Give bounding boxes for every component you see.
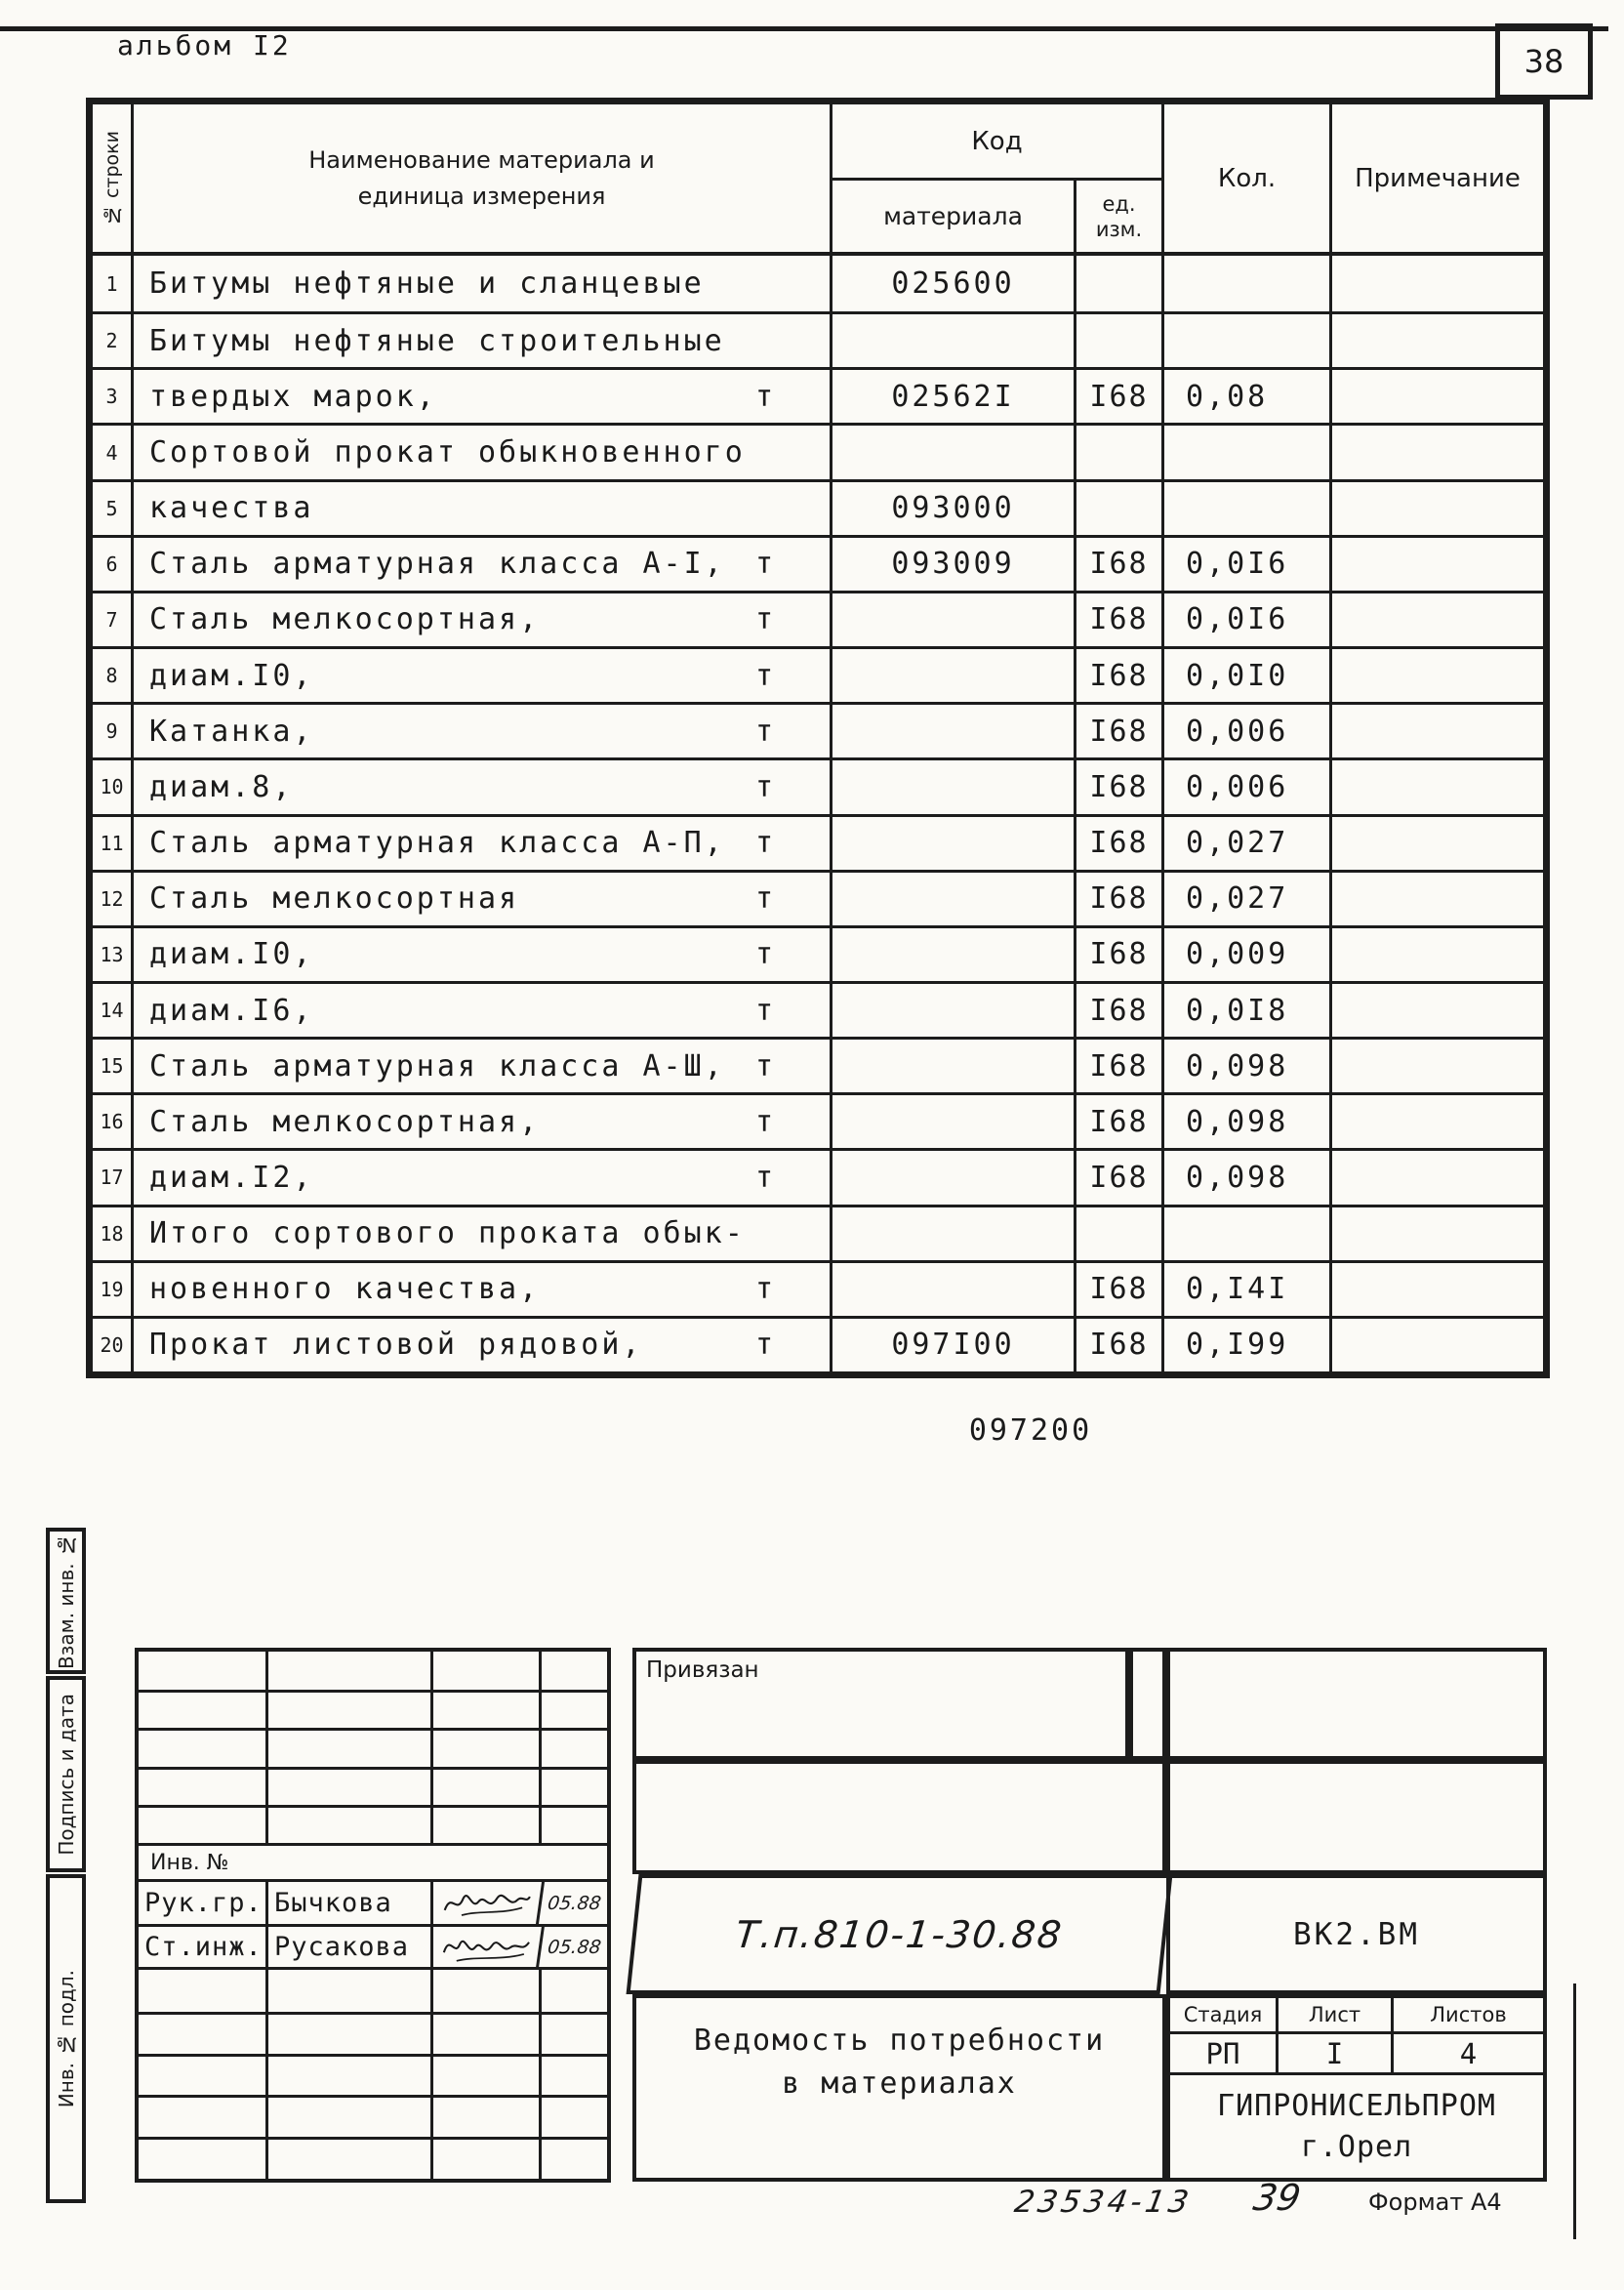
row-number-cell: 7 [105,607,118,632]
unit-code-cell: I68 [1074,538,1161,591]
sidebar-box-podpis-data [46,1676,86,1872]
signature-bychkova [430,1882,539,1924]
empty-grid-cell [139,1805,265,1843]
header-code: Код [832,104,1161,181]
material-name: твердых марок, [149,379,437,414]
quantity-cell [1161,482,1329,535]
empty-grid-cell [139,2137,265,2179]
empty-grid-cell [265,2095,430,2137]
note-cell [1329,649,1543,702]
unit-code-cell: I68 [1074,1263,1161,1316]
material-name-cell [131,1095,830,1148]
material-name: Сортовой прокат обыкновенного [149,435,746,470]
document-title-line1: Ведомость потребности [693,2024,1106,2058]
material-unit-letter: т [754,658,776,693]
material-code-cell [830,426,1074,478]
unit-code-cell [1074,482,1161,535]
organization-box [1170,2075,1543,2178]
document-title-box [632,1994,1166,2182]
signature-date: 05.88 [536,1882,610,1924]
row-number-cell: 13 [100,942,124,966]
materials-table [86,98,1550,1378]
material-name-cell [131,984,830,1037]
table-row [93,367,1543,423]
sidebar-box-inv-podl [46,1874,86,2203]
note-cell [1329,314,1543,367]
quantity-cell: 0,027 [1161,873,1329,925]
footer-sheet-number: 39 [1250,2177,1304,2219]
material-unit-letter: т [754,993,776,1028]
material-unit-letter: т [754,714,776,749]
header-name-line1: Наименование материала и [308,145,655,174]
material-name-cell [131,1263,830,1316]
note-cell [1329,538,1543,591]
material-name: диам.I0, [149,937,314,972]
signature-row-ruk-gr [139,1879,607,1924]
material-code-cell [830,817,1074,870]
quantity-cell: 0,I4I [1161,1263,1329,1316]
stamp-sheets-value: 4 [1391,2034,1543,2075]
material-name-cell [131,1151,830,1204]
empty-grid-cell [539,2137,607,2179]
sidebar-box-vzam-inv [46,1528,86,1674]
material-code-cell [830,649,1074,702]
material-name-cell [131,1040,830,1092]
stamp-stage-value: РП [1170,2034,1276,2075]
material-unit-letter: т [754,769,776,804]
note-cell [1329,1319,1543,1371]
material-unit-letter: т [754,1160,776,1195]
table-header [93,104,1543,256]
table-row [93,646,1543,702]
quantity-cell: 0,098 [1161,1151,1329,1204]
empty-grid-cell [539,1690,607,1728]
table-row [93,1316,1543,1371]
note-cell [1329,1207,1543,1260]
unit-code-cell: I68 [1074,1151,1161,1204]
empty-grid-cell [139,1970,265,2012]
album-label: альбом I2 [117,29,292,61]
unit-code-cell: I68 [1074,984,1161,1037]
row-number-cell: 12 [100,886,124,911]
material-name-cell [131,705,830,757]
quantity-cell: 0,009 [1161,928,1329,981]
material-name: Битумы нефтяные строительные [149,323,725,358]
row-number-cell: 9 [105,719,118,744]
table-body [93,256,1543,1371]
signer-name: Бычкова [265,1882,430,1924]
quantity-cell: 0,0I6 [1161,593,1329,646]
table-row [93,1037,1543,1092]
titleblock-empty-grid-top [139,1652,607,1843]
quantity-cell: 0,08 [1161,370,1329,423]
material-code-cell [830,1095,1074,1148]
material-code-cell: 025600 [830,256,1074,311]
unit-code-cell: I68 [1074,370,1161,423]
row-number-cell: 14 [100,999,124,1023]
row-number-cell: 8 [105,664,118,688]
header-material-name [131,104,830,252]
material-name-cell [131,370,830,423]
empty-box-right-1 [1166,1648,1547,1760]
empty-grid-cell [539,1970,607,2012]
quantity-cell: 0,0I8 [1161,984,1329,1037]
material-name: Битумы нефтяные и сланцевые [149,266,705,302]
table-row [93,981,1543,1037]
empty-grid-cell [430,1970,539,2012]
material-code-cell: 02562I [830,370,1074,423]
material-name-cell [131,538,830,591]
stamp-sheet-value: I [1276,2034,1391,2075]
empty-grid-cell [265,2137,430,2179]
quantity-cell: 0,098 [1161,1095,1329,1148]
note-cell [1329,1040,1543,1092]
material-unit-letter: т [754,379,776,414]
empty-grid-cell [430,1767,539,1805]
material-name: Катанка, [149,714,314,749]
unit-code-cell: I68 [1074,649,1161,702]
quantity-cell [1161,256,1329,311]
material-name-cell [131,760,830,813]
stamp-sheet-label: Лист [1276,1998,1391,2034]
titleblock-left-grid [135,1648,611,2183]
unit-code-cell: I68 [1074,1319,1161,1371]
signer-role: Ст.инж. [144,1932,263,1962]
row-number-cell: 17 [100,1165,124,1190]
row-number-cell: 16 [100,1110,124,1134]
empty-grid-cell [539,2095,607,2137]
note-cell [1329,1095,1543,1148]
footer-document-number: 23534-13 [1011,2185,1196,2220]
material-code-cell: 093000 [830,482,1074,535]
signature-row-st-inzh [139,1924,607,1967]
quantity-cell: 0,006 [1161,705,1329,757]
material-name-cell [131,593,830,646]
material-name-cell [131,1207,830,1260]
material-unit-letter: т [754,547,776,582]
note-cell [1329,256,1543,311]
empty-grid-cell [265,1805,430,1843]
unit-code-cell: I68 [1074,1040,1161,1092]
unit-code-cell [1074,426,1161,478]
table-row [93,757,1543,813]
empty-grid-cell [265,1728,430,1766]
header-quantity: Кол. [1161,104,1329,252]
header-name-line2: единица измерения [357,182,606,210]
material-name-cell [131,1319,830,1371]
empty-grid-cell [430,1690,539,1728]
empty-grid-cell [139,1728,265,1766]
header-row-number-label: № строки [101,130,123,226]
header-unit-line1: ед. [1102,191,1136,216]
table-row [93,1092,1543,1148]
empty-grid-cell [539,1767,607,1805]
empty-grid-cell [539,2054,607,2096]
note-cell [1329,1263,1543,1316]
note-cell [1329,426,1543,478]
empty-grid-cell [265,1652,430,1690]
empty-grid-cell [139,1652,265,1690]
note-cell [1329,984,1543,1037]
quantity-cell: 0,I99 [1161,1319,1329,1371]
material-name: Сталь арматурная класса А-I, [149,547,725,582]
stamp-stage-label: Стадия [1170,1998,1276,2034]
material-name-cell [131,649,830,702]
row-number-cell: 3 [105,385,118,409]
material-code-cell [830,1151,1074,1204]
note-cell [1329,370,1543,423]
document-code-box: ВК2.ВМ [1166,1874,1547,1994]
material-code-cell: 093009 [830,538,1074,591]
material-name-cell [131,314,830,367]
table-row [93,423,1543,478]
row-number-cell: 4 [105,440,118,465]
material-code-cell [830,1263,1074,1316]
empty-grid-cell [539,2012,607,2054]
material-name: диам.8, [149,769,294,804]
sidebar-label-inv-podl: Инв. № подл. [54,1969,78,2108]
empty-grid-cell [265,2054,430,2096]
material-name: новенного качества, [149,1272,541,1307]
frame-right-edge [1573,1983,1576,2239]
note-cell [1329,817,1543,870]
empty-grid-cell [265,2012,430,2054]
empty-grid-cell [139,2012,265,2054]
unit-code-cell: I68 [1074,928,1161,981]
material-unit-letter: т [754,1328,776,1363]
signature-date: 05.88 [536,1927,610,1967]
unit-code-cell: I68 [1074,705,1161,757]
document-title-line2: в материалах [782,2066,1017,2101]
empty-grid-cell [265,1970,430,2012]
note-cell [1329,1151,1543,1204]
empty-grid-cell [539,1805,607,1843]
table-row [93,870,1543,925]
row-number-cell: 2 [105,329,118,353]
row-number-cell: 10 [100,775,124,799]
material-code-cell [830,705,1074,757]
narrow-empty-cell [1129,1648,1166,1760]
material-unit-letter: т [754,602,776,637]
material-name-cell [131,426,830,478]
extra-material-code: 097200 [968,1413,1093,1448]
header-unit [1074,181,1161,252]
quantity-cell [1161,426,1329,478]
row-number-cell: 6 [105,552,118,576]
material-code-cell [830,984,1074,1037]
inventory-number-row: Инв. № [139,1843,607,1879]
table-row [93,479,1543,535]
material-name: Прокат листовой рядовой, [149,1328,643,1363]
material-unit-letter: т [754,937,776,972]
quantity-cell: 0,006 [1161,760,1329,813]
titleblock-empty-grid-bottom [139,1967,607,2179]
stamp-grid [1166,1994,1547,2182]
material-unit-letter: т [754,1048,776,1084]
header-unit-line2: изм. [1095,217,1143,241]
material-name: Сталь арматурная класса А-Ш, [149,1048,725,1084]
sidebar-label-vzam-inv: Взам. инв. № [54,1533,78,1669]
note-cell [1329,928,1543,981]
unit-code-cell [1074,314,1161,367]
row-number-cell: 5 [105,496,118,520]
material-code-cell [830,1207,1074,1260]
quantity-cell: 0,0I6 [1161,538,1329,591]
material-name: диам.I0, [149,658,314,693]
table-row [93,1205,1543,1260]
signer-name: Русакова [265,1927,430,1967]
signer-role: Рук.гр. [144,1888,263,1918]
material-name: диам.I6, [149,993,314,1028]
stamp-sheets-label: Листов [1391,1998,1543,2034]
empty-grid-cell [430,1728,539,1766]
page-number-box [1495,23,1593,100]
material-code-cell [830,873,1074,925]
empty-grid-cell [265,1767,430,1805]
unit-code-cell: I68 [1074,1095,1161,1148]
material-name-cell [131,817,830,870]
page-number: 38 [1523,43,1564,80]
empty-grid-cell [430,1805,539,1843]
header-note: Примечание [1329,104,1543,252]
empty-grid-cell [430,1652,539,1690]
material-unit-letter: т [754,1272,776,1307]
quantity-cell: 0,027 [1161,817,1329,870]
organization-city: г.Орел [1300,2129,1413,2164]
table-row [93,814,1543,870]
quantity-cell [1161,1207,1329,1260]
unit-code-cell: I68 [1074,760,1161,813]
table-row [93,256,1543,311]
material-name: диам.I2, [149,1160,314,1195]
empty-grid-cell [139,1690,265,1728]
material-name-cell [131,873,830,925]
footer-format-label: Формат А4 [1368,2188,1502,2216]
material-code-cell [830,760,1074,813]
note-cell [1329,873,1543,925]
material-name: Итого сортового проката обык- [149,1216,746,1251]
material-name-cell [131,928,830,981]
table-row [93,535,1543,591]
quantity-cell: 0,098 [1161,1040,1329,1092]
material-unit-letter: т [754,1104,776,1139]
material-code-cell [830,1040,1074,1092]
row-number-cell: 11 [100,831,124,855]
sidebar-label-podpis-data: Подпись и дата [54,1693,78,1856]
signature-rusakova [430,1927,539,1967]
material-code-cell [830,928,1074,981]
material-name: Сталь мелкосортная, [149,1104,541,1139]
material-unit-letter: т [754,881,776,917]
empty-grid-cell [539,1652,607,1690]
unit-code-cell [1074,1207,1161,1260]
empty-grid-cell [430,2054,539,2096]
note-cell [1329,705,1543,757]
row-number-cell: 15 [100,1054,124,1079]
table-row [93,1148,1543,1204]
table-row [93,925,1543,981]
note-cell [1329,593,1543,646]
quantity-cell: 0,0I0 [1161,649,1329,702]
empty-box-right-2 [1166,1760,1547,1874]
empty-grid-cell [539,1728,607,1766]
unit-code-cell: I68 [1074,593,1161,646]
header-code-group [830,104,1161,252]
table-row [93,591,1543,646]
unit-code-cell: I68 [1074,873,1161,925]
material-name-cell [131,256,830,311]
unit-code-cell: I68 [1074,817,1161,870]
material-name: качества [149,491,314,526]
material-name: Сталь мелкосортная, [149,602,541,637]
note-cell [1329,482,1543,535]
table-row [93,311,1543,367]
material-name-cell [131,482,830,535]
row-number-cell: 18 [100,1221,124,1246]
quantity-cell [1161,314,1329,367]
empty-grid-cell [139,1767,265,1805]
unit-code-cell [1074,256,1161,311]
header-row-number [93,104,131,252]
row-number-cell: 20 [100,1332,124,1357]
row-number-cell: 19 [100,1277,124,1301]
empty-grid-cell [430,2012,539,2054]
material-name: Сталь арматурная класса А-П, [149,826,725,861]
material-unit-letter: т [754,826,776,861]
material-code-cell: 097I00 [830,1319,1074,1371]
header-code-material: материала [883,202,1023,230]
project-code-box: Т.п.810-1-30.88 [627,1874,1173,1994]
note-cell [1329,760,1543,813]
binding-box: Привязан [632,1648,1129,1760]
empty-grid-cell [139,2054,265,2096]
empty-grid-cell [265,1690,430,1728]
empty-grid-cell [139,2095,265,2137]
material-name: Сталь мелкосортная [149,881,520,917]
row-number-cell: 1 [105,271,118,296]
organization-name: ГИПРОНИСЕЛЬПРОМ [1217,2088,1496,2123]
material-code-cell [830,314,1074,367]
table-row [93,702,1543,757]
table-row [93,1260,1543,1316]
empty-grid-cell [430,2095,539,2137]
material-code-cell [830,593,1074,646]
empty-grid-cell [430,2137,539,2179]
empty-box-middle [632,1760,1166,1874]
